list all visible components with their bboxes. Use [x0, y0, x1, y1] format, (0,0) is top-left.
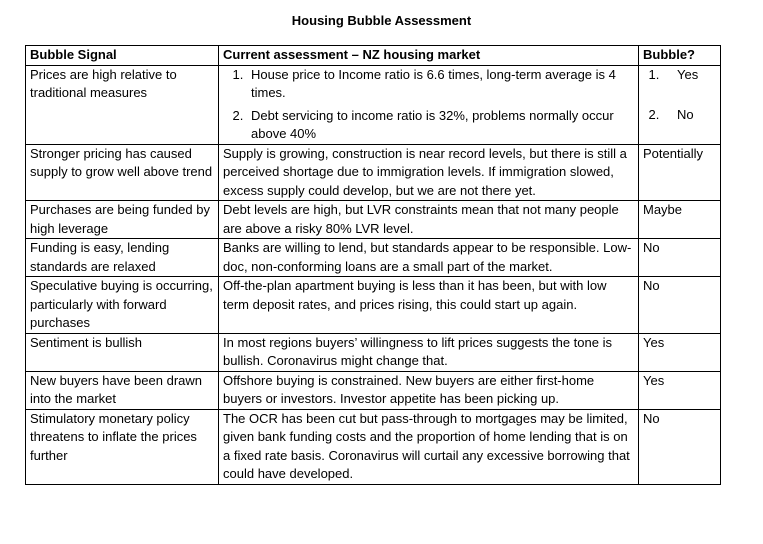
header-bubble-signal: Bubble Signal — [26, 46, 219, 66]
bubble-list — [643, 66, 716, 125]
bubble-list-item: 1. Yes — [663, 66, 716, 85]
header-current-assessment: Current assessment – NZ housing market — [219, 46, 639, 66]
signal-cell: Prices are high relative to traditional measures — [26, 65, 219, 144]
signal-cell: Purchases are being funded by high leverage — [26, 201, 219, 239]
assessment-cell: Off-the-plan apartment buying is less than it has been, but with low term deposit rates, and prices rising, this could start up again. — [219, 277, 639, 334]
bubble-cell: Potentially — [639, 144, 721, 201]
assessment-cell: The OCR has been cut but pass-through to mortgages may be limited, given bank funding costs and the proportion of home lending that is on a fixed rate basis. Coronavirus will curtail any excessive borrowing that could have developed. — [219, 409, 639, 484]
signal-cell: Stimulatory monetary policy threatens to inflate the prices further — [26, 409, 219, 484]
table-row — [26, 144, 721, 201]
signal-cell: Speculative buying is occurring, particularly with forward purchases — [26, 277, 219, 334]
assessment-cell: Offshore buying is constrained. New buyers are either first-home buyers or investors. Investor appetite has been picking up. — [219, 371, 639, 409]
table-row — [26, 371, 721, 409]
signal-cell: Sentiment is bullish — [26, 333, 219, 371]
table-row — [26, 277, 721, 334]
assessment-list-item: 2. Debt servicing to income ratio is 32%, problems normally occur above 40% — [247, 107, 634, 144]
assessment-cell: Banks are willing to lend, but standards appear to be responsible. Low-doc, non-conforming loans are a small part of the market. — [219, 239, 639, 277]
assessment-cell: Supply is growing, construction is near record levels, but there is still a perceived shortage due to immigration levels. If immigration slowed, excess supply could develop, but we are not there yet. — [219, 144, 639, 201]
assessment-cell: Debt levels are high, but LVR constraints mean that not many people are above a risky 80% LVR level. — [219, 201, 639, 239]
assessment-cell — [219, 65, 639, 144]
assessment-table — [25, 45, 721, 485]
bubble-cell: Yes — [639, 333, 721, 371]
bubble-cell — [639, 65, 721, 144]
bubble-cell: No — [639, 239, 721, 277]
assessment-list — [223, 66, 634, 144]
document-title: Housing Bubble Assessment — [291, 13, 472, 28]
bubble-cell: No — [639, 409, 721, 484]
assessment-cell: In most regions buyers’ willingness to lift prices suggests the tone is bullish. Coronavirus might change that. — [219, 333, 639, 371]
signal-cell: Funding is easy, lending standards are relaxed — [26, 239, 219, 277]
signal-cell: Stronger pricing has caused supply to grow well above trend — [26, 144, 219, 201]
bubble-cell: Yes — [639, 371, 721, 409]
header-bubble: Bubble? — [639, 46, 721, 66]
table-row — [26, 65, 721, 144]
assessment-list-item: 1. House price to Income ratio is 6.6 times, long-term average is 4 times. — [247, 66, 634, 103]
table-row — [26, 239, 721, 277]
table-row — [26, 409, 721, 484]
table-row — [26, 333, 721, 371]
bubble-list-item: 2. No — [663, 106, 716, 125]
bubble-cell: Maybe — [639, 201, 721, 239]
table-header-row — [26, 46, 721, 66]
table-row — [26, 201, 721, 239]
signal-cell: New buyers have been drawn into the market — [26, 371, 219, 409]
bubble-cell: No — [639, 277, 721, 334]
